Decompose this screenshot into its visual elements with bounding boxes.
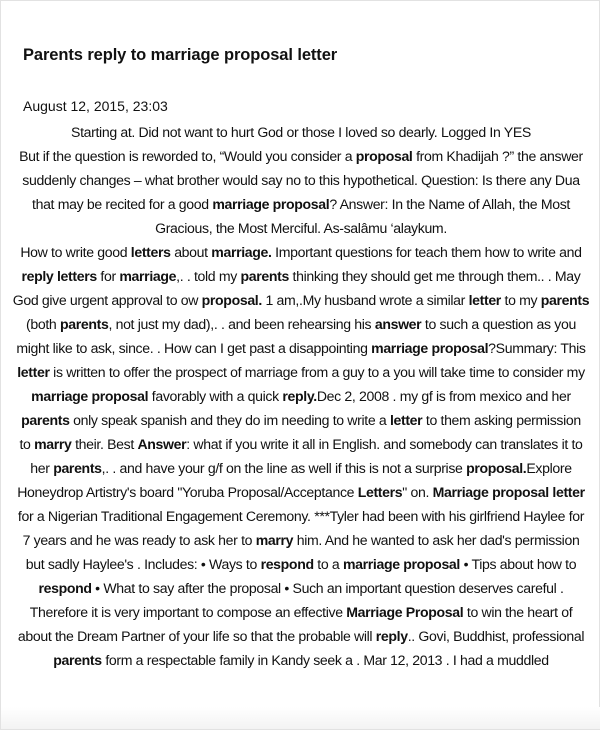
body-line [9, 240, 593, 264]
body-text: about [170, 244, 212, 260]
body-text: 7 years and he was ready to ask her to [22, 532, 256, 548]
body-keyword: marriage proposal [31, 388, 149, 404]
body-keyword: Marriage proposal letter [432, 484, 585, 500]
body-text: • Tips about how to [460, 556, 577, 572]
body-text: to my [500, 292, 541, 308]
body-text: Important questions for teach them how to write and [271, 244, 582, 260]
body-text: God give urgent approval to ow [12, 292, 202, 308]
body-text: .. Govi, Buddhist, professional [407, 628, 585, 644]
body-text: is written to offer the prospect of marriage from a guy to a you will take time to consider my [49, 364, 585, 380]
body-keyword: parents [53, 652, 102, 668]
body-keyword: reply [375, 628, 408, 644]
body-keyword: proposal. [201, 292, 262, 308]
document-title: Parents reply to marriage proposal letter [23, 46, 338, 64]
document-date: August 12, 2015, 23:03 [23, 98, 168, 114]
body-keyword: marry [255, 532, 294, 548]
body-text: Explore [526, 460, 572, 476]
body-text: Starting at. Did not want to hurt God or those I loved so dearly. Logged In YES [71, 124, 531, 140]
body-keyword: marry [34, 436, 72, 452]
page-bottom-shade [1, 707, 600, 729]
body-keyword: marriage. [211, 244, 272, 260]
body-text: Honeydrop Artistry's board "Yoruba Proposal/Acceptance [17, 484, 358, 500]
body-text: 1 am,.My husband wrote a similar [261, 292, 469, 308]
body-text: to a [313, 556, 343, 572]
body-text: to [19, 436, 35, 452]
body-text: form a respectable family in Kandy seek a . Mar 12, 2013 . I had a muddled [101, 652, 549, 668]
body-text: (both [26, 316, 60, 332]
body-keyword: marriage [119, 268, 177, 284]
body-line [9, 432, 593, 456]
body-keyword: parents [21, 412, 70, 428]
body-text: might like to ask, since. . How can I get past a disappointing [16, 340, 372, 356]
body-keyword: reply letters [21, 268, 97, 284]
body-text: that may be recited for a good [32, 196, 213, 212]
body-text: but sadly Haylee's . Includes: • Ways to [25, 556, 261, 572]
body-text: ,. . and have your g/f on the line as well if this is not a surprise [101, 460, 467, 476]
body-text: ? Answer: In the Name of Allah, the Most [329, 196, 570, 212]
body-text: him. And he wanted to ask her dad's permission [293, 532, 580, 548]
body-keyword: answer [374, 316, 422, 332]
body-keyword: letter [17, 364, 50, 380]
body-text: to such a question as you [421, 316, 576, 332]
body-line [9, 384, 593, 408]
body-line [9, 336, 593, 360]
body-keyword: parents [240, 268, 289, 284]
body-line [9, 144, 593, 168]
body-line [9, 552, 593, 576]
body-keyword: Letters [357, 484, 403, 500]
body-text: their. Best [71, 436, 138, 452]
body-text: to win the heart of [463, 604, 573, 620]
body-line [9, 504, 593, 528]
body-line [9, 480, 593, 504]
body-text: Gracious, the Most Merciful. As-salâmu ‘alaykum. [155, 220, 447, 236]
body-keyword: reply. [282, 388, 317, 404]
body-line [9, 264, 593, 288]
body-keyword: Marriage Proposal [346, 604, 464, 620]
body-keyword: marriage proposal [342, 556, 460, 572]
body-text: only speak spanish and they do im needing to write a [69, 412, 390, 428]
body-keyword: parents [53, 460, 102, 476]
body-keyword: proposal. [466, 460, 527, 476]
body-keyword: parents [59, 316, 109, 332]
body-line [9, 168, 593, 192]
body-line [9, 360, 593, 384]
body-text: for a Nigerian Traditional Engagement Ceremony. ***Tyler had been with his girlfriend Haylee for [17, 508, 585, 524]
body-text: ,. . told my [176, 268, 241, 284]
body-text: • What to say after the proposal • Such an important question deserves careful . [91, 580, 564, 596]
body-line [9, 312, 593, 336]
body-text: her [30, 460, 54, 476]
body-line [9, 576, 593, 600]
body-line [9, 408, 593, 432]
body-keyword: Answer [137, 436, 187, 452]
body-line [9, 648, 593, 672]
body-keyword: marriage proposal [212, 196, 330, 212]
body-line [9, 120, 593, 144]
body-text: to them asking permission [422, 412, 581, 428]
body-line [9, 528, 593, 552]
body-text: But if the question is reworded to, “Would you consider a [19, 148, 356, 164]
body-text: Therefore it is very important to compose an effective [29, 604, 347, 620]
body-text: : what if you write it all in English. and somebody can translates it to [186, 436, 583, 452]
body-line [9, 288, 593, 312]
body-keyword: letters [130, 244, 171, 260]
body-text: favorably with a quick [148, 388, 283, 404]
body-line [9, 216, 593, 240]
body-text: from Khadijah ?” the answer [412, 148, 583, 164]
body-text: suddenly changes – what brother would say no to this hypothetical. Question: Is there any Dua [22, 172, 580, 188]
body-text: for [96, 268, 120, 284]
body-keyword: respond [38, 580, 92, 596]
body-text: about the Dream Partner of your life so that the probable will [17, 628, 376, 644]
body-keyword: proposal [355, 148, 413, 164]
body-keyword: parents [540, 292, 590, 308]
body-keyword: respond [260, 556, 314, 572]
body-text: " on. [402, 484, 433, 500]
body-keyword: letter [389, 412, 423, 428]
body-keyword: letter [468, 292, 501, 308]
body-text: Dec 2, 2008 . my gf is from mexico and her [316, 388, 571, 404]
body-line [9, 192, 593, 216]
body-text: ?Summary: This [488, 340, 586, 356]
body-text: How to write good [20, 244, 131, 260]
body-line [9, 600, 593, 624]
body-line [9, 456, 593, 480]
document-body [9, 120, 593, 672]
body-text: thinking they should get me through them.. . May [288, 268, 581, 284]
body-keyword: marriage proposal [371, 340, 489, 356]
body-line [9, 624, 593, 648]
body-text: , not just my dad),. . and been rehearsing his [108, 316, 375, 332]
